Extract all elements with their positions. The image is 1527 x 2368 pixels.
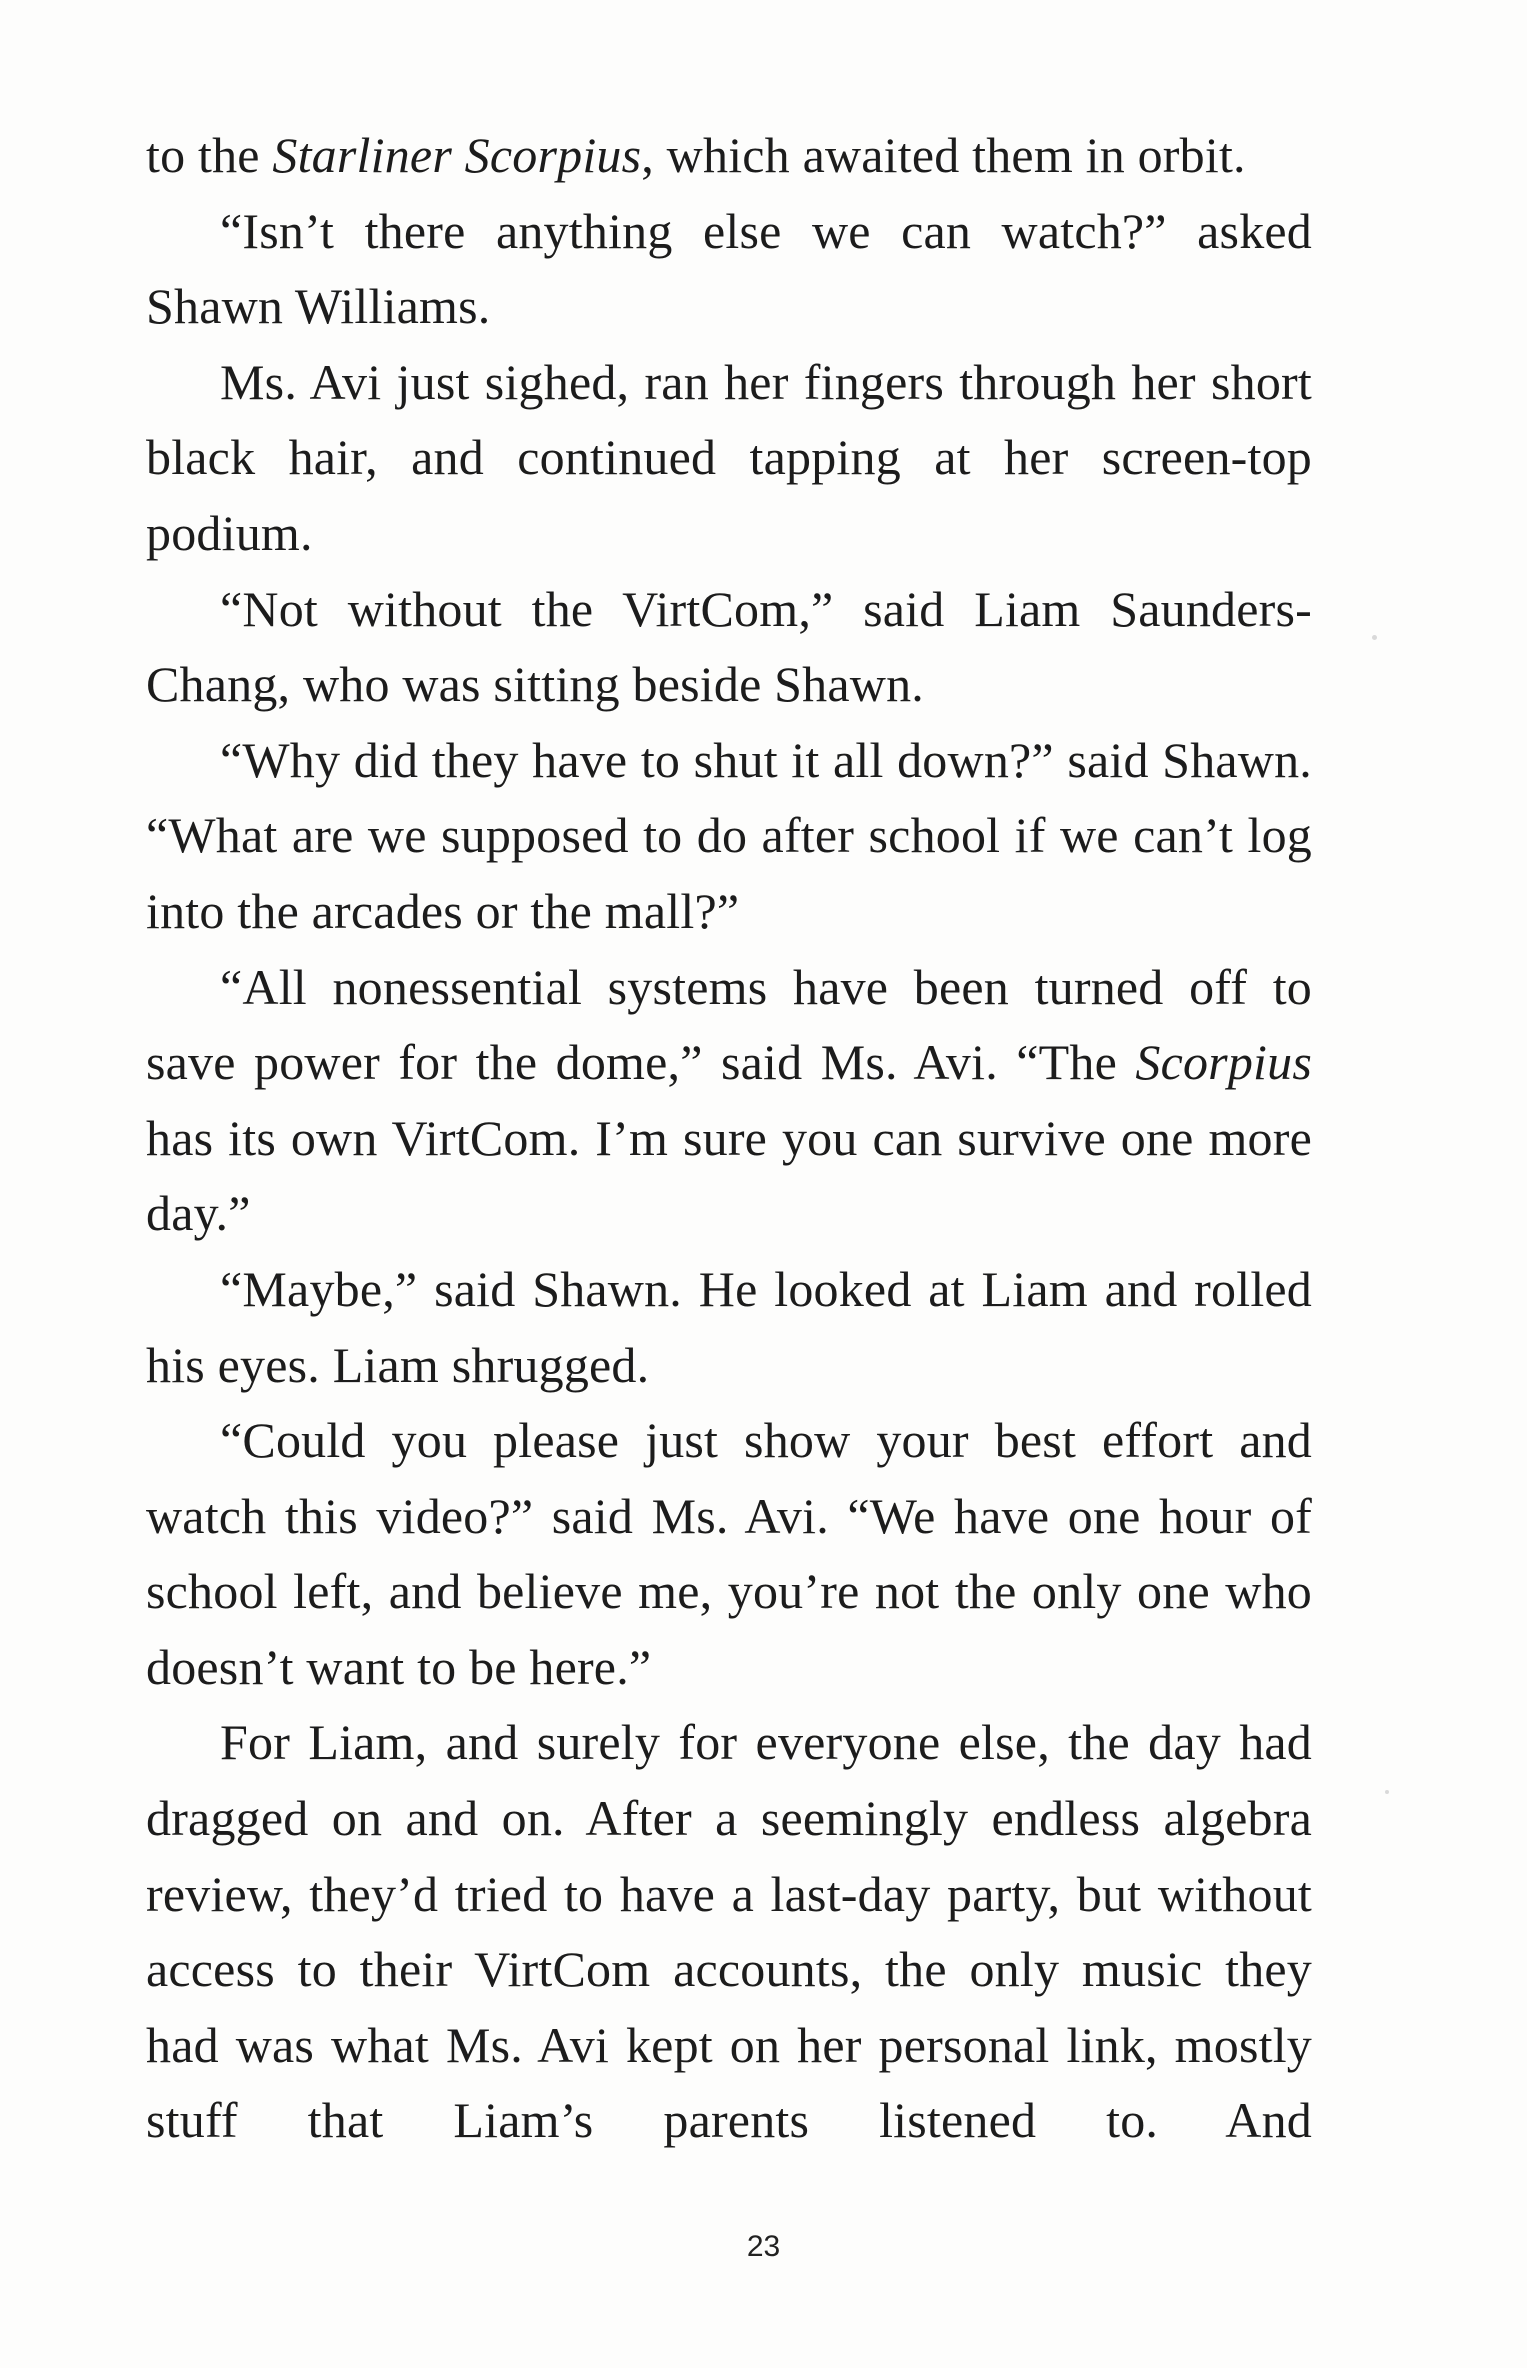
- text-run: “All nonessential systems have been turned off to save power for the dome,” said Ms. Avi. “The: [146, 958, 1312, 1091]
- paragraph: [146, 1403, 1312, 1705]
- paragraph: [146, 1252, 1312, 1403]
- text-run: “Could you please just show your best effort and watch this video?” said Ms. Avi. “We have one hour of school left, and believe me, you’re not the only one who doesn’t want to be here.”: [146, 1412, 1312, 1695]
- paragraph: [146, 1705, 1312, 2159]
- text-run: to the: [146, 127, 273, 183]
- text-run: has its own VirtCom. I’m sure you can survive one more day.”: [146, 1109, 1312, 1242]
- page-number: 23: [746, 2230, 781, 2263]
- paragraph: [146, 118, 1312, 194]
- paragraph: [146, 194, 1312, 345]
- scan-speck: [1372, 635, 1377, 640]
- text-run: , which awaited them in orbit.: [641, 127, 1246, 183]
- italic-text: Starliner Scorpius: [272, 127, 642, 183]
- body-text: [146, 118, 1312, 2159]
- text-run: For Liam, and surely for everyone else, the day had dragged on and on. After a seemingly endless algebra review, they’d tried to have a last-day party, but without access to their VirtCom accounts, the only music they had was what Ms. Avi kept on her personal link, mostly stuff that Liam’s parents listened to. And: [146, 1714, 1312, 2149]
- text-run: Ms. Avi just sighed, ran her fingers through her short black hair, and continued tapping at her screen-top podium.: [146, 353, 1312, 561]
- text-run: “Maybe,” said Shawn. He looked at Liam and rolled his eyes. Liam shrugged.: [146, 1260, 1312, 1393]
- text-run: “Why did they have to shut it all down?” said Shawn. “What are we supposed to do after school if we can’t log into the arcades or the mall?”: [146, 731, 1312, 939]
- text-run: “Isn’t there anything else we can watch?” asked Shawn Williams.: [146, 202, 1312, 335]
- text-run: “Not without the VirtCom,” said Liam Saunders-Chang, who was sitting beside Shawn.: [146, 580, 1312, 713]
- paragraph: [146, 723, 1312, 950]
- paragraph: [146, 345, 1312, 572]
- italic-text: Scorpius: [1135, 1034, 1312, 1091]
- scan-speck: [1385, 1790, 1389, 1794]
- paragraph: [146, 950, 1312, 1252]
- paragraph: [146, 572, 1312, 723]
